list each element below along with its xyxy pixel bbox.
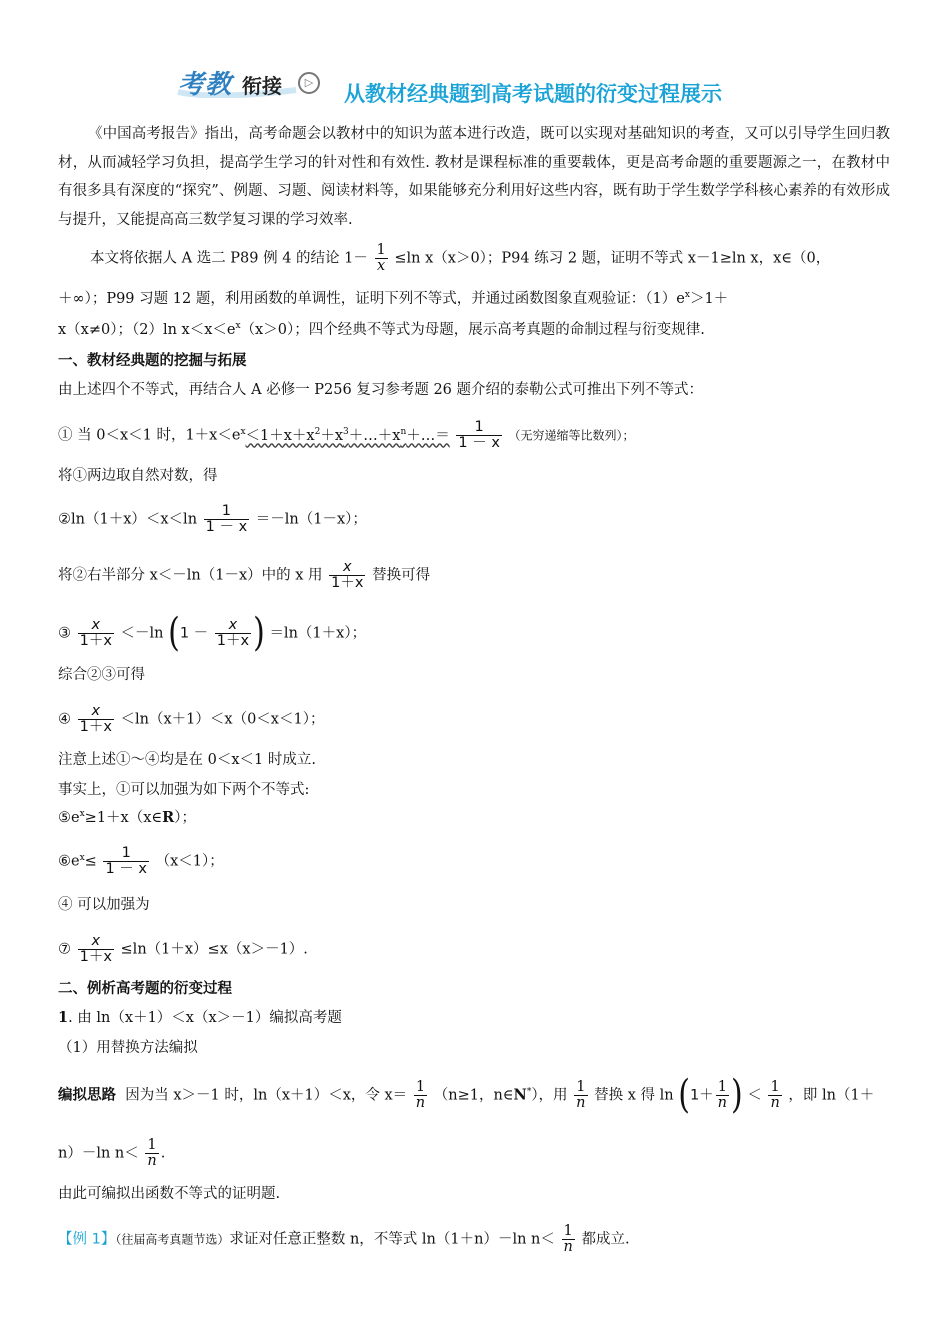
text-run: ≤ln（1＋x）≤x（x＞－1）. (120, 941, 308, 958)
step-text-7: ④ 可以加强为 (58, 897, 150, 913)
bold-N: N (513, 1086, 527, 1104)
text-run: （n≥1，n∈ (433, 1087, 514, 1104)
superscript: x (235, 321, 241, 332)
text-run: ），用 (531, 1087, 568, 1104)
text-run: ⑥e (58, 853, 80, 870)
text-run: ④ (58, 711, 71, 728)
text-run: ＝－ln（1－x）； (255, 511, 367, 528)
numerator: 1 (376, 242, 386, 258)
text-run: 将②右半部分 x＜－ln（1－x）中的 x 用 (58, 567, 323, 584)
numerator: 1 (563, 1223, 573, 1239)
left-big-paren: ( (168, 610, 180, 656)
text-run: 1＋ (689, 1087, 714, 1104)
superscript: 2 (314, 426, 321, 437)
idea-label: 编拟思路 (58, 1086, 116, 1104)
text-run: （x＜1）； (155, 853, 224, 870)
formula-2 (58, 504, 890, 535)
superscript: x (79, 809, 85, 820)
superscript: * (526, 1086, 532, 1097)
fraction-x-over-1-plus-x (215, 618, 251, 649)
example-label: 【例 1】 (58, 1231, 116, 1248)
text-run: ⑦ (58, 941, 71, 958)
text-run: ≥1＋x（x∈ (84, 810, 163, 826)
superscript: x (79, 852, 85, 863)
page-title: 从教材经典题到高考试题的衍变过程展示 (344, 82, 722, 106)
text-run: 1 (179, 625, 190, 642)
superscript: x (240, 426, 246, 437)
formula-7 (58, 934, 890, 965)
denominator: 1＋x (331, 575, 364, 592)
text-run: 求证对任意正整数 n，不等式 ln（1＋n）－ln n＜ (229, 1231, 555, 1248)
step-text-3 (58, 560, 890, 591)
fraction-1-over-n (562, 1224, 575, 1255)
fraction-1-over-x (375, 243, 388, 274)
denominator: 1＋x (79, 719, 112, 736)
denominator: 1＋x (79, 633, 112, 650)
step-text-8: 由此可编拟出函数不等式的证明题. (58, 1186, 281, 1202)
text-run: ＜ln（x＋1）＜x（0＜x＜1）； (120, 711, 325, 728)
numerator: 1 (717, 1079, 727, 1095)
denominator: n (415, 1095, 426, 1112)
text-run: ＋…＝ (406, 427, 450, 444)
fraction-1-over-1-minus-x (456, 420, 502, 451)
denominator: n (770, 1095, 780, 1112)
text-run: ，即 ln（1＋ (788, 1087, 875, 1104)
fraction-1-over-n (574, 1080, 587, 1111)
text-run: （x＞0）；四个经典不等式为母题，展示高考真题的命制过程与衍变规律. (240, 322, 705, 338)
denominator: 1 － x (205, 519, 248, 536)
formula-6 (58, 846, 890, 877)
text-run: ＜1＋x＋x (245, 427, 315, 444)
right-big-paren: ) (253, 610, 265, 656)
superscript: n (400, 426, 407, 437)
text-run: ＋…＋x (348, 427, 401, 444)
header-badge (176, 64, 326, 104)
denominator: 1＋x (79, 949, 112, 966)
numerator: 1 (576, 1079, 586, 1095)
fraction-1-over-n (414, 1080, 427, 1111)
text-run: ＋x (320, 427, 344, 444)
numerator: 1 (415, 1079, 426, 1095)
text-run: . 由 ln（x＋1）＜x（x＞－1）编拟高考题 (68, 1010, 342, 1026)
text-run: ＝ln（1＋x）； (269, 625, 367, 642)
denominator: x (375, 258, 388, 274)
intro-paragraph-2-line-2 (58, 289, 890, 309)
text-run: ＋∞）；P99 习题 12 题，利用函数的单调性，证明下列不等式，并通过函数图象直观验证：（1）e (58, 291, 685, 307)
play-arrow-icon: ▷ (298, 72, 320, 94)
text-run: ≤ (84, 853, 97, 870)
text-run: . (160, 1145, 166, 1162)
fraction-x-over-1-plus-x (78, 704, 114, 735)
fraction-1-over-n (716, 1080, 729, 1111)
denominator: 1 － x (105, 861, 147, 878)
text-run: 因为当 x＞－1 时，ln（x＋1）＜x，令 x＝ (125, 1087, 408, 1104)
section-1-heading: 一、教材经典题的挖掘与拓展 (58, 353, 247, 369)
example-note: （往届高考真题节选） (115, 1232, 230, 1247)
formula-3: ③ $\frac{x}{1+x}$ ＜－ln (1 － $\frac{x}{1+x}$ ) ＝ln（1＋x）； (58, 610, 367, 656)
text-run: ）； (174, 810, 196, 826)
superscript: x (684, 290, 690, 301)
text-run: ≤ln x（x＞0）；P94 练习 2 题，证明不等式 x－1≥ln x，x∈（0， (394, 250, 831, 267)
denominator: n (563, 1239, 573, 1256)
superscript: 3 (343, 426, 349, 437)
badge-main-text: 考教 (178, 70, 233, 100)
fraction-x-over-1-plus-x (329, 560, 365, 591)
numerator: x (91, 933, 101, 949)
step-text-4: 综合②③可得 (58, 667, 145, 683)
fraction-x-over-1-plus-x (78, 934, 114, 965)
idea-line-2 (58, 1138, 890, 1169)
denominator: n (717, 1095, 728, 1112)
fraction-1-over-1-minus-x (103, 846, 149, 877)
numerator: x (228, 617, 238, 633)
numerator: 1 (147, 1137, 157, 1153)
step-text-2: 将①两边取自然对数，得 (58, 468, 218, 484)
text-run: ① 当 0＜x＜1 时，1＋x＜e (58, 427, 241, 444)
text-run: ＜ (747, 1087, 762, 1104)
text-run: ＞1＋ (689, 291, 729, 307)
text-run: 都成立. (581, 1231, 630, 1248)
subsection-1-heading (58, 1008, 890, 1028)
subsection-1-1-heading: （1）用替换方法编拟 (58, 1040, 198, 1056)
numerator: 1 (221, 503, 232, 519)
text-run: 本文将依据人 A 选二 P89 例 4 的结论 1－ (90, 250, 368, 267)
denominator: n (147, 1153, 157, 1170)
right-big-paren: ) (731, 1072, 743, 1118)
numerator: 1 (121, 845, 131, 861)
section-1-lead: 由上述四个不等式，再结合人 A 必修一 P256 复习参考题 26 题介绍的泰勒公式可推出下列不等式： (58, 382, 704, 398)
numerator: 1 (474, 419, 484, 435)
formula-5 (58, 808, 890, 828)
text-run: ⑤e (58, 810, 80, 826)
intro-paragraph-2-line-1 (90, 243, 890, 274)
formula-1 (58, 420, 890, 451)
numerator: x (91, 703, 101, 719)
fraction-1-over-1-minus-x (204, 504, 250, 535)
text-run: ③ (58, 625, 71, 642)
intro-paragraph-2-line-3 (58, 320, 890, 340)
idea-line-1 (58, 1072, 890, 1118)
numerator: x (91, 617, 101, 633)
wavy-underlined-series (246, 428, 450, 444)
numerator: 1 (770, 1079, 780, 1095)
formula-4 (58, 704, 890, 735)
bold-R: R (162, 809, 175, 826)
badge-sub-text: 衔接 (242, 74, 282, 98)
text-run: 替换可得 (372, 567, 431, 584)
step-text-6: 事实上，①可以加强为如下两个不等式: (58, 782, 310, 798)
intro-paragraph-1: 《中国高考报告》指出，高考命题会以教材中的知识为蓝本进行改造，既可以实现对基础知识的考查，又可以引导学生回归教材，从而减轻学习负担，提高学生学习的针对性和有效性. 教材是课程标准的重要载体，更是高考命题的重要题源之一，在教材中有很多具有深度的“探究”、例题、习题、阅读材料等，如果能够充分利用好这些内容，既有助于学生数学学科核心素养的有效形成与提升，又能提高高三数学复习课的学习效率. (58, 126, 890, 228)
subsection-number: 1 (58, 1009, 69, 1026)
fraction-1-over-n (768, 1080, 781, 1111)
example-1 (58, 1224, 890, 1255)
denominator: 1 － x (458, 435, 500, 452)
text-run: ＜－ln (120, 625, 164, 642)
denominator: n (576, 1095, 586, 1112)
numerator: x (343, 559, 352, 575)
note-text: （无穷递缩等比数列）； (508, 428, 635, 443)
fraction-x-over-1-plus-x (78, 618, 114, 649)
denominator: 1＋x (216, 633, 250, 650)
left-big-paren: ( (678, 1072, 690, 1118)
section-2-heading: 二、例析高考题的衍变过程 (58, 981, 232, 997)
step-text-5: 注意上述①～④均是在 0＜x＜1 时成立. (58, 752, 316, 768)
text-run: 替换 x 得 ln (594, 1087, 674, 1104)
text-run: x（x≠0）；（2）ln x＜x＜e (58, 322, 236, 338)
text-run: n）－ln n＜ (58, 1145, 139, 1162)
text-run: ②ln（1＋x）＜x＜ln (58, 511, 198, 528)
fraction-1-over-n (145, 1138, 158, 1169)
